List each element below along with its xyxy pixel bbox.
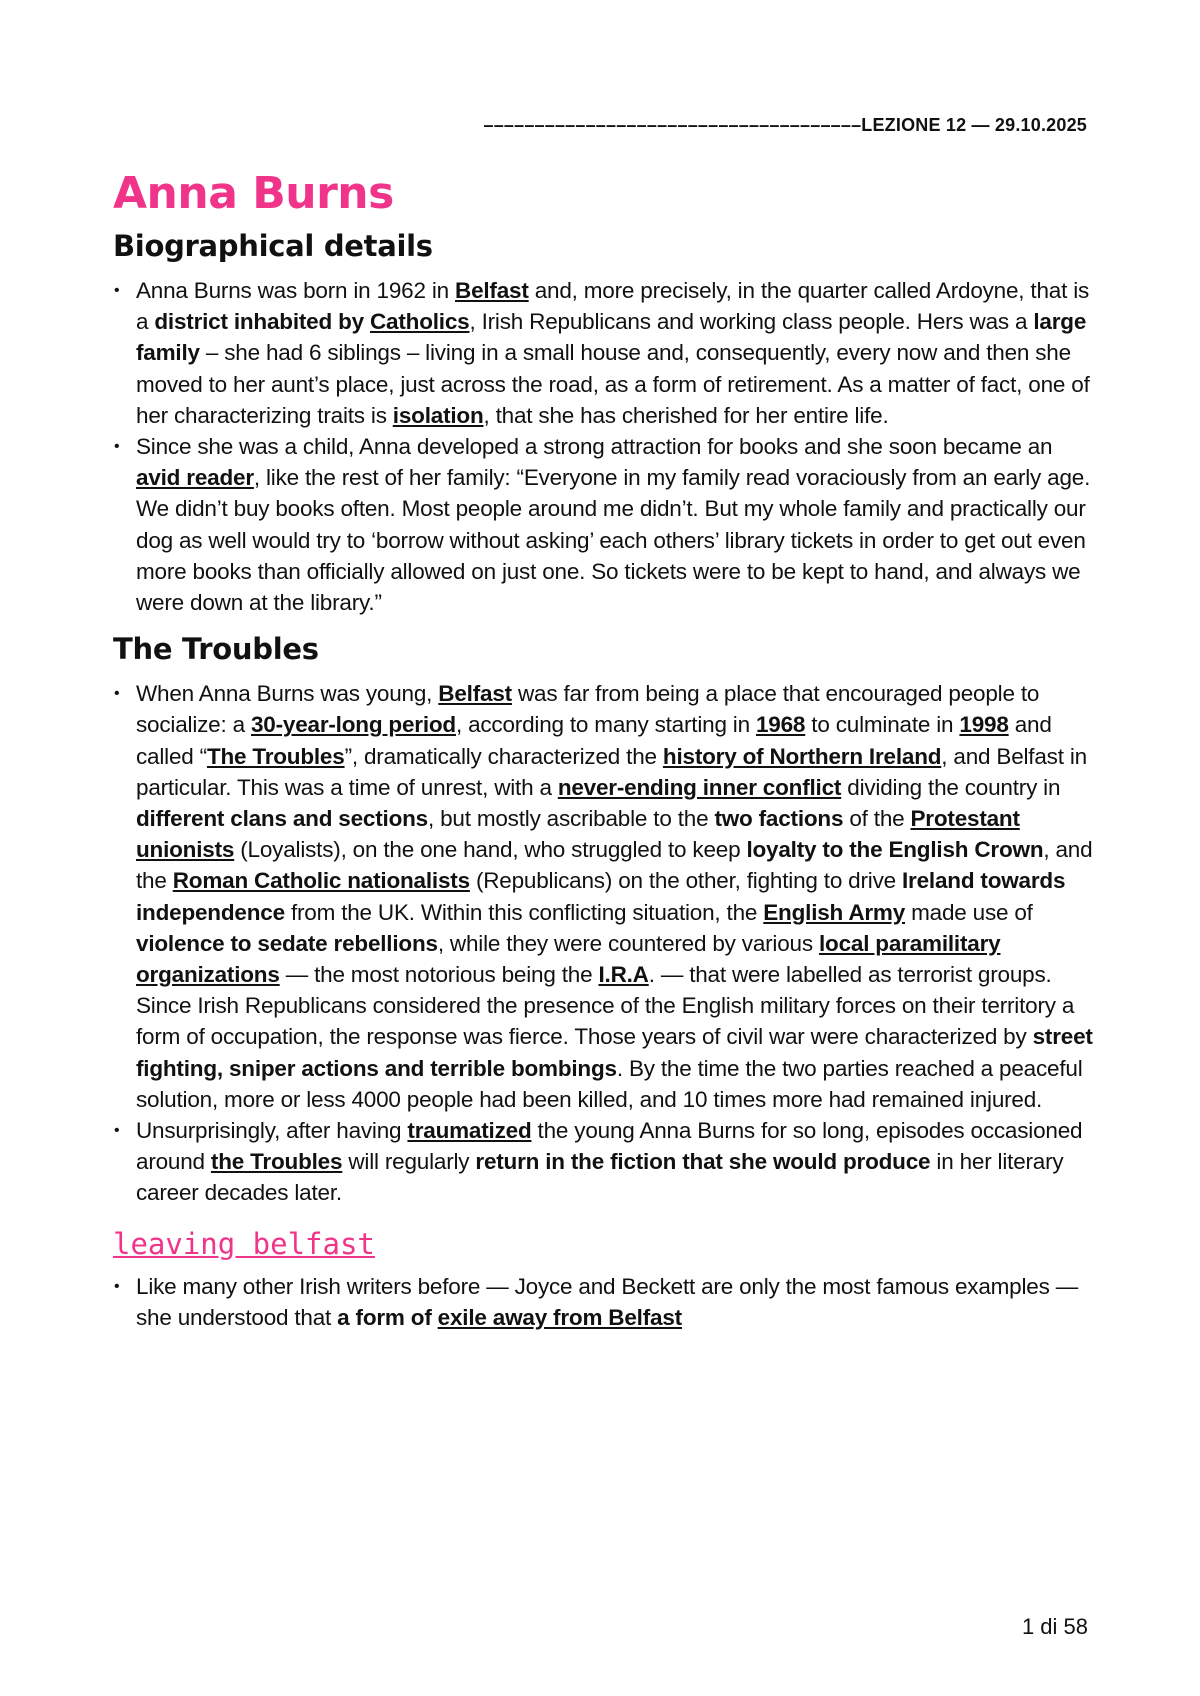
emphasis-text: isolation — [392, 402, 484, 428]
emphasis-text: Belfast — [438, 681, 512, 707]
body-text: , and the — [136, 837, 1093, 894]
body-text: , and Belfast in particular. This was a time of unrest, with a — [136, 743, 1087, 800]
body-text: . — that were labelled as terrorist groups. Since Irish Republicans considered the presence of the English military forces on their territory a form of occupation, the response was fierce. Those years of civil war were characterized by — [136, 962, 1075, 1050]
emphasis-text: different clans and sections — [136, 806, 428, 832]
emphasis-text: Belfast — [455, 278, 529, 303]
emphasis-text: loyalty to the English Crown — [746, 837, 1044, 863]
emphasis-text: two factions — [714, 806, 844, 832]
body-text: , while they were countered by various — [437, 930, 819, 956]
emphasis-text: exile away from Belfast — [437, 1304, 682, 1330]
emphasis-text: 30-year-long period — [250, 712, 456, 738]
emphasis-text: the Troubles — [210, 1149, 343, 1175]
body-text: of the — [843, 806, 911, 832]
lesson-header: –––––––––––––––––––––––––––––––––––––LEZIONE 12 — 29.10.2025 — [483, 115, 1087, 135]
body-text: When Anna Burns was young, — [136, 681, 439, 707]
emphasis-text: The Troubles — [206, 743, 345, 769]
list-item — [113, 678, 1093, 1115]
page-title: Anna Burns — [113, 168, 394, 219]
body-text: , according to many starting in — [455, 712, 756, 738]
list-item — [113, 275, 1093, 431]
body-text: ”, dramatically characterized the — [344, 743, 663, 769]
list-item — [113, 431, 1093, 618]
body-text: the young Anna Burns for so long, episodes occasioned around — [136, 1118, 1083, 1175]
page-number: 1 di 58 — [1021, 1614, 1088, 1639]
body-text: – she had 6 siblings – living in a small house and, consequently, every now and then she moved to her aunt’s place, just across the road, as a form of retirement. As a matter of fact, one of her characterizing traits is — [136, 340, 1090, 428]
emphasis-text: large family — [136, 309, 1087, 366]
body-text: (Loyalists), on the one hand, who struggled to keep — [234, 837, 747, 863]
body-text: , that she has cherished for her entire life. — [483, 402, 889, 428]
emphasis-text: avid reader — [136, 465, 254, 491]
body-text: in her literary career decades later. — [136, 1149, 1064, 1206]
body-text: and, more precisely, in the quarter called Ardoyne, that is a — [136, 278, 1090, 335]
leaving-list — [113, 1271, 1093, 1333]
emphasis-text: Protestant unionists — [136, 806, 1020, 863]
body-text: , like the rest of her family: “Everyone in my family read voraciously from an early age. We didn’t buy books often. Most people around me didn’t. But my whole family and practically our dog as well would try to ‘borrow without asking’ each others’ library tickets in order to get out even more books than officially allowed on just one. So tickets were to be kept to hand, and always we were down at the library.” — [136, 465, 1091, 616]
section-heading-biography: Biographical details — [113, 229, 433, 263]
body-text: to culminate in — [805, 712, 960, 738]
emphasis-text: violence to sedate rebellions — [136, 930, 438, 956]
body-text: — the most notorious being the — [279, 962, 599, 988]
document-page — [113, 168, 1093, 1333]
body-text: from the UK. Within this conflicting situation, the — [284, 899, 764, 925]
biography-list — [113, 275, 1093, 618]
troubles-list — [113, 678, 1093, 1208]
emphasis-text: return in the fiction that she would produce — [475, 1149, 931, 1175]
section-heading-troubles: The Troubles — [113, 632, 319, 667]
body-text: Anna Burns was born in 1962 in — [136, 278, 456, 303]
body-text: (Republicans) on the other, fighting to drive — [469, 868, 902, 894]
body-text: was far from being a place that encouraged people to socialize: a — [136, 681, 1040, 738]
body-text: will regularly — [342, 1149, 476, 1175]
body-text: . By the time the two parties reached a peaceful solution, more or less 4000 people had been killed, and 10 times more had remained injured. — [136, 1055, 1083, 1112]
emphasis-text: I.R.A — [598, 962, 649, 988]
body-text: Since she was a child, Anna developed a strong attraction for books and she soon became an — [136, 434, 1053, 460]
emphasis-text: traumatized — [407, 1118, 532, 1144]
emphasis-text: a form of — [337, 1304, 438, 1330]
emphasis-text: street fighting, sniper actions and terrible bombings — [136, 1024, 1093, 1081]
emphasis-text: Ireland towards independence — [136, 868, 1066, 925]
list-item — [113, 1115, 1093, 1209]
list-item — [113, 1271, 1093, 1333]
body-text: , but mostly ascribable to the — [427, 806, 715, 832]
emphasis-text: never-ending inner conflict — [557, 774, 842, 800]
emphasis-text: Roman Catholic nationalists — [172, 868, 470, 894]
body-text: , Irish Republicans and working class people. Hers was a — [469, 309, 1034, 335]
emphasis-text: history of Northern Ireland — [662, 743, 942, 769]
emphasis-text: English Army — [763, 899, 906, 925]
emphasis-text: 1998 — [959, 712, 1009, 738]
body-text: dividing the country in — [841, 774, 1061, 800]
emphasis-text: district inhabited by — [154, 309, 370, 335]
body-text: Unsurprisingly, after having — [136, 1118, 408, 1144]
section-heading-leaving-belfast: leaving belfast — [113, 1226, 375, 1261]
body-text: Like many other Irish writers before — Joyce and Beckett are only the most famous examples — she understood that — [136, 1273, 1079, 1330]
body-text: and called “ — [136, 712, 1052, 769]
emphasis-text: Catholics — [370, 309, 470, 335]
emphasis-text: local paramilitary organizations — [136, 930, 1001, 988]
body-text: made use of — [905, 899, 1033, 925]
emphasis-text: 1968 — [755, 712, 806, 738]
